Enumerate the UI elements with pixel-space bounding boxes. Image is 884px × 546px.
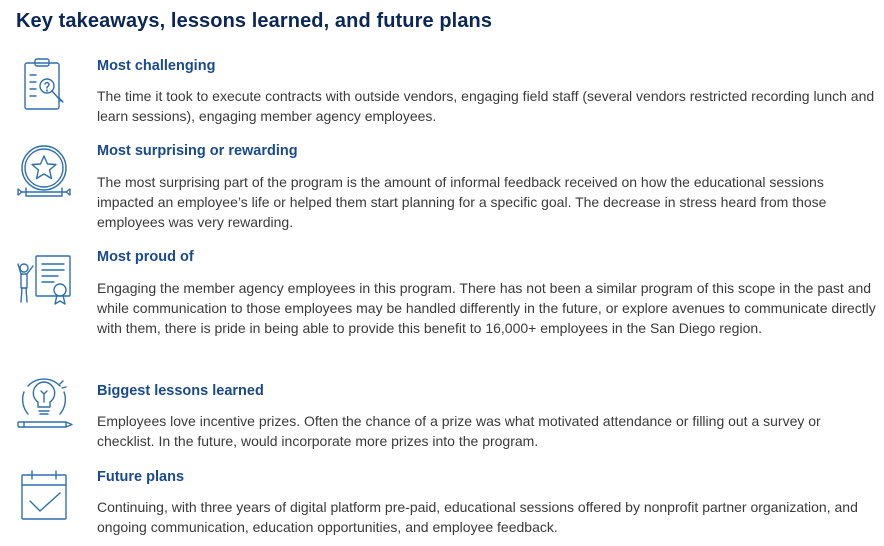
clipboard-checklist-icon [14,55,74,115]
section-heading: Most proud of [97,249,194,265]
section-text: The most surprising part of the program is the amount of informal feedback received on how the educational sessions impacted an employee’s life or helped them start planning for a specific goal. The decrease in stress heard from those employees was very rewarding. [97,174,827,230]
section-heading: Most challenging [97,58,216,74]
section-heading: Most surprising or rewarding [97,143,298,159]
section-text: Engaging the member agency employees in this program. There has not been a similar program of this scope in the past and while communication to those employees may be handled differently in the future, or explore avenues to communicate directly with them, there is pride in being able to provide this benefit to 16,000+ employees in the San Diego region. [97,280,876,336]
section-heading: Future plans [97,469,185,485]
section-heading: Biggest lessons learned [97,383,264,399]
section-text: Employees love incentive prizes. Often the chance of a prize was what motivated attendance or filling out a survey or checklist. In the future, would incorporate more prizes into the program. [97,413,821,449]
certificate-person-icon [14,250,74,310]
star-award-icon [14,144,74,204]
lightbulb-pencil-icon [14,374,74,434]
section-text: Continuing, with three years of digital platform pre-paid, educational sessions offered by nonprofit partner organization, and ongoing communication, education opportunities, and employee feedback. [97,499,858,535]
calendar-check-icon [14,467,74,527]
section-text: The time it took to execute contracts with outside vendors, engaging field staff (several vendors restricted recording lunch and learn sessions), engaging member agency employees. [97,88,875,124]
page-title: Key takeaways, lessons learned, and future plans [16,10,493,32]
